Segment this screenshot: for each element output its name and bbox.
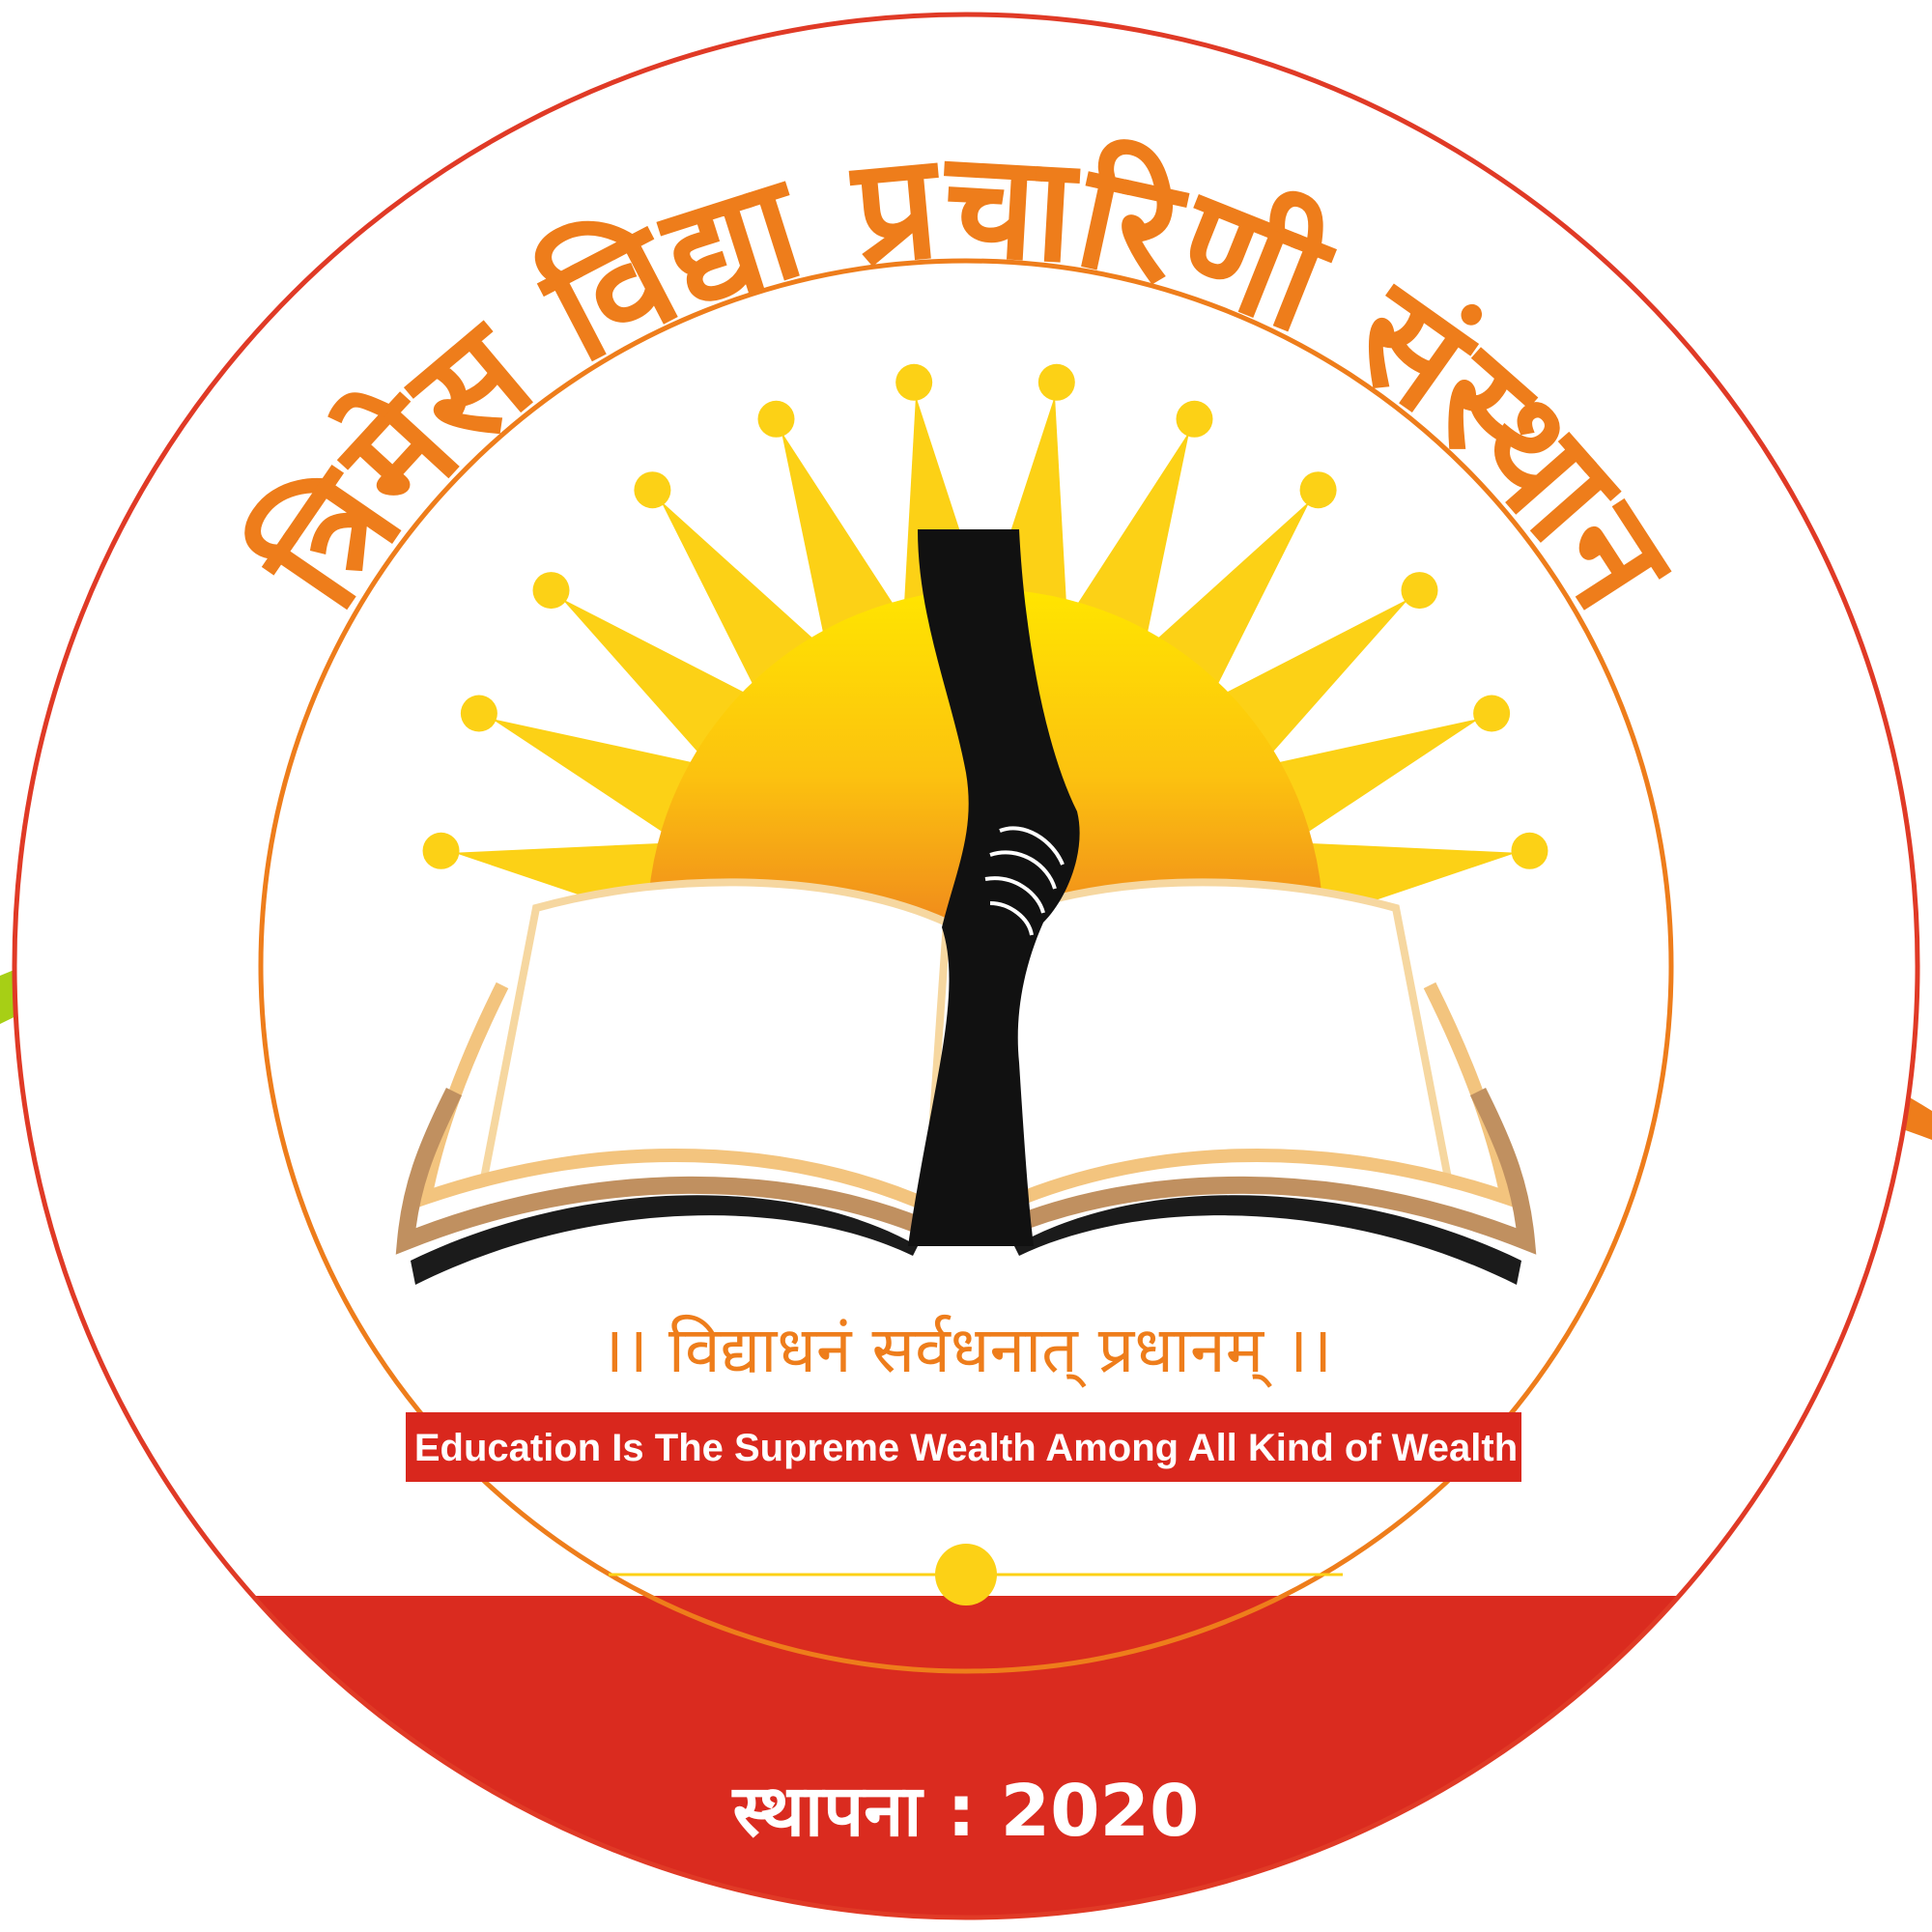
- founded-label: स्थापना : 2020: [732, 1770, 1200, 1853]
- divider-dot: [935, 1544, 997, 1605]
- sun-ray-dot: [423, 833, 460, 869]
- sun-ray-dot: [1401, 572, 1437, 609]
- bottom-band: [0, 1596, 1932, 1932]
- sun-ray-dot: [895, 364, 932, 401]
- sun-ray-dot: [1473, 696, 1510, 732]
- sun-ray-dot: [634, 471, 670, 508]
- sun-ray-dot: [461, 696, 497, 732]
- motto-english: Education Is The Supreme Wealth Among All Kind of Wealth: [413, 1427, 1519, 1469]
- sun-ray-dot: [533, 572, 570, 609]
- sun-ray-dot: [758, 401, 795, 438]
- motto-sanskrit: ।। विद्याधनं सर्वधनात् प्रधानम् ।।: [599, 1313, 1333, 1387]
- sun-ray-dot: [1176, 401, 1212, 438]
- sun-ray-dot: [1300, 471, 1337, 508]
- organization-title: त्रिमेस विद्या प्रचारिणी संस्थान: [229, 120, 1704, 638]
- sun-ray-dot: [1038, 364, 1075, 401]
- sun-ray-dot: [1511, 833, 1548, 869]
